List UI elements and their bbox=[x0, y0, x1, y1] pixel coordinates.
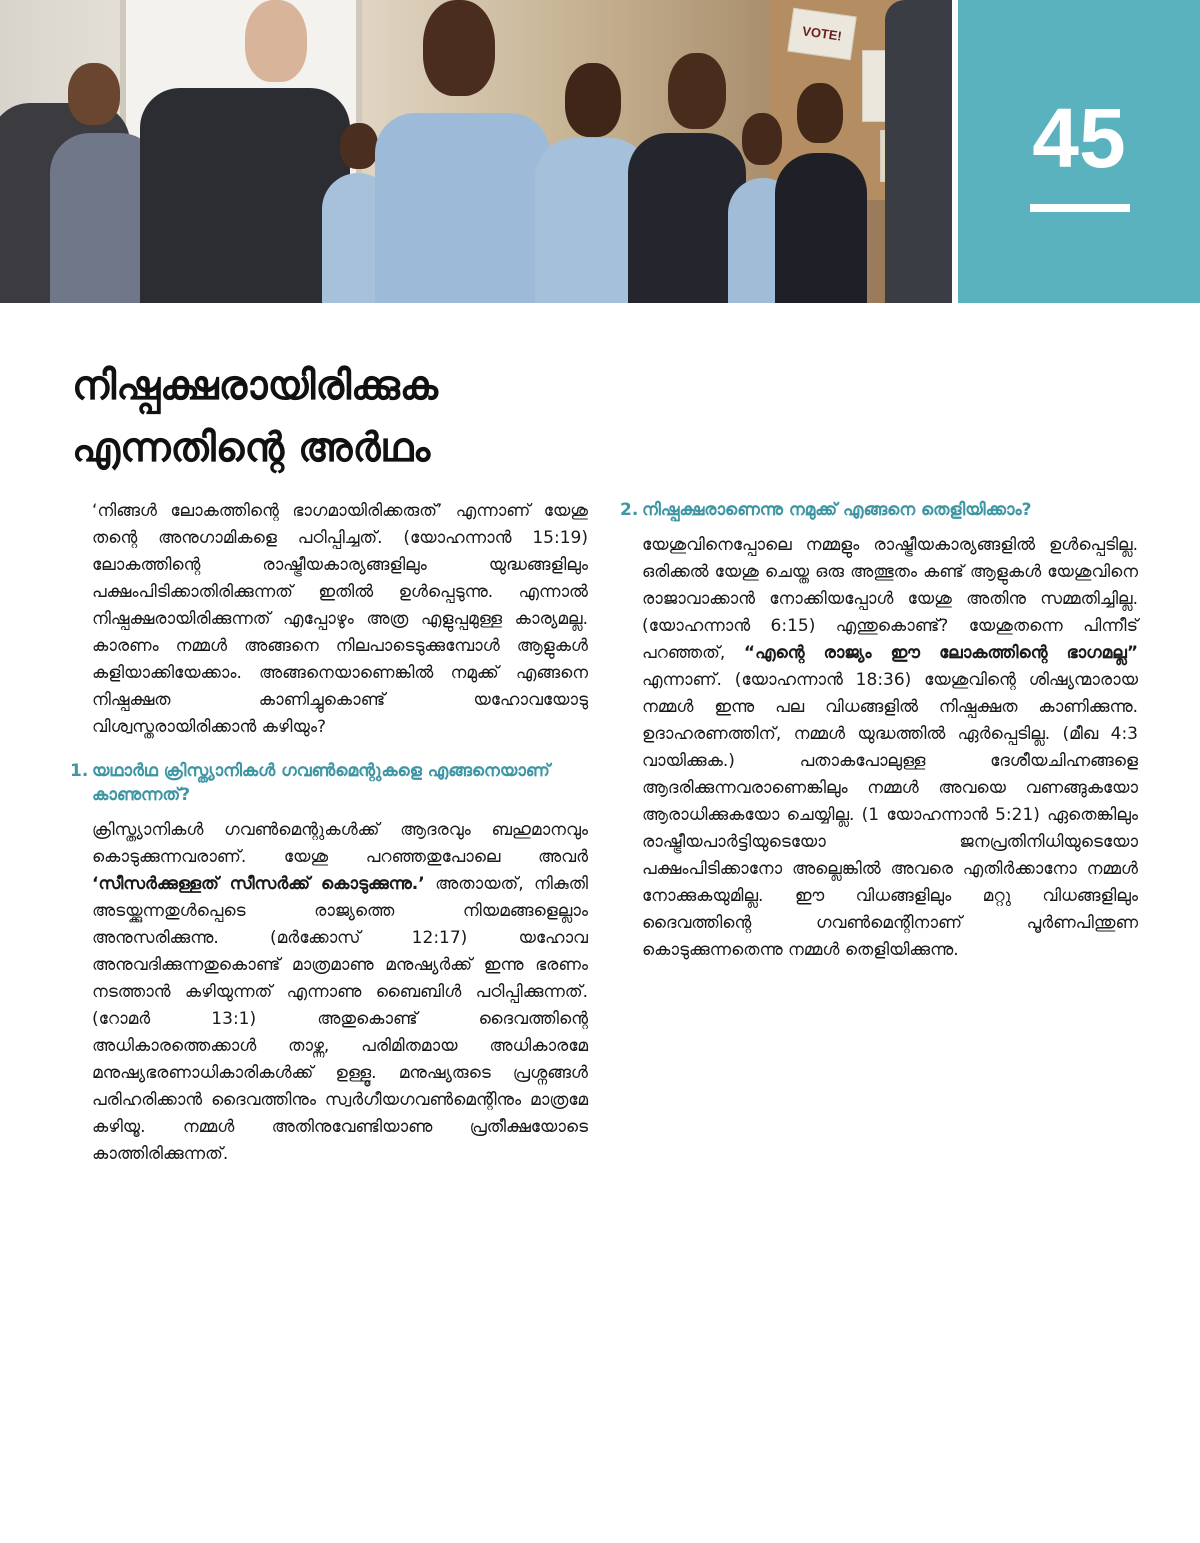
person bbox=[140, 0, 350, 303]
badge-underline bbox=[1030, 204, 1130, 212]
section-1-question-text: യഥാർഥ ക്രിസ്ത്യാനികൾ ഗവൺമെന്റുകളെ എങ്ങനെയാണ് കാണുന്നത്? bbox=[92, 761, 550, 805]
person bbox=[885, 0, 952, 303]
lesson-number: 45 bbox=[1032, 91, 1126, 185]
section-2-question-text: നിഷ്പക്ഷരാണെന്നു നമുക്ക് എങ്ങനെ തെളിയിക്കാം? bbox=[642, 500, 1032, 520]
title-line-2: എന്നതിന്റെ അർഥം bbox=[72, 425, 431, 471]
hero-photo bbox=[0, 0, 952, 303]
title-line-1: നിഷ്പക്ഷരായിരിക്കുക bbox=[72, 363, 438, 409]
person bbox=[775, 83, 867, 303]
intro-paragraph: ‘നിങ്ങൾ ലോകത്തിന്റെ ഭാഗമായിരിക്കരുത്’ എന്നാണ് യേശു തന്റെ അനുഗാമികളെ പഠിപ്പിച്ചത്. (യോഹന്നാൻ 15:19) ലോകത്തിന്റെ രാഷ്ട്രീയകാര്യങ്ങളിലും യുദ്ധങ്ങളിലും പക്ഷംപിടിക്കാതിരിക്കുന്നത് ഇതിൽ ഉൾപ്പെടുന്നു. എന്നാൽ നിഷ്പക്ഷരായിരിക്കുന്നത് എപ്പോഴും അത്ര എളുപ്പമുള്ള കാര്യമല്ല. കാരണം നമ്മൾ അങ്ങനെ നിലപാടെടുക്കുമ്പോൾ ആളുകൾ കളിയാക്കിയേക്കാം. അങ്ങനെയാണെങ്കിൽ നമുക്ക് എങ്ങനെ നിഷ്പക്ഷത കാണിച്ചുകൊണ്ട് യഹോവയോടു വിശ്വസ്തരായിരിക്കാൻ കഴിയും? bbox=[92, 501, 588, 737]
section-1-text-a: ക്രിസ്ത്യാനികൾ ഗവൺമെന്റുകൾക്ക് ആദരവും ബഹുമാനവും കൊടുക്കുന്നവരാണ്. യേശു പറഞ്ഞതുപോലെ അവർ bbox=[92, 820, 588, 867]
person bbox=[375, 0, 550, 303]
section-1-bold-quote: ‘സീസർക്കുള്ളത് സീസർക്ക് കൊടുക്കുന്നു.’ bbox=[92, 874, 425, 894]
right-column bbox=[620, 498, 1139, 964]
section-2-paragraph bbox=[642, 532, 1138, 964]
left-column bbox=[70, 498, 588, 1168]
section-2-text-a: യേശുവിനെപ്പോലെ നമ്മളും രാഷ്ട്രീയകാര്യങ്ങളിൽ ഉൾപ്പെടില്ല. ഒരിക്കൽ യേശു ചെയ്ത ഒരു അത്ഭുതം കണ്ട് ആളുകൾ യേശുവിനെ രാജാവാക്കാൻ നോക്കിയപ്പോൾ യേശു അതിനു സമ്മതിച്ചില്ല. (യോഹന്നാൻ 6:15) എന്തുകൊണ്ട്? യേശുതന്നെ പിന്നീട് പറഞ്ഞത്, bbox=[642, 535, 1138, 663]
section-2-text-b: എന്നാണ്. (യോഹന്നാൻ 18:36) യേശുവിന്റെ ശിഷ്യന്മാരായ നമ്മൾ ഇന്നു പല വിധങ്ങളിൽ നിഷ്പക്ഷത കാണിക്കുന്നു. ഉദാഹരണത്തിന്, നമ്മൾ യുദ്ധത്തിൽ ഏർപ്പെടില്ല. (മീഖ 4:3 വായിക്കുക.) പതാകപോലുള്ള ദേശീയചിഹ്നങ്ങളെ ആദരിക്കുന്നവരാണെങ്കിലും നമ്മൾ അവയെ വണങ്ങുകയോ ആരാധിക്കുകയോ ചെയ്യില്ല. (1 യോഹന്നാൻ 5:21) ഏതെങ്കിലും രാഷ്ട്രീയപാർട്ടിയുടെയോ ജനപ്രതിനിധിയുടെയോ പക്ഷംപിടിക്കാനോ അല്ലെങ്കിൽ അവരെ എതിർക്കാനോ നമ്മൾ നോക്കുകയുമില്ല. ഈ വിധങ്ങളിലും മറ്റു വിധങ്ങളിലും ദൈവത്തിന്റെ ഗവൺമെന്റിനാണ് പൂർണപിന്തുണ കൊടുക്കുന്നതെന്നു നമ്മൾ തെളിയിക്കുന്നു. bbox=[642, 670, 1138, 960]
section-1-paragraph bbox=[92, 817, 588, 1168]
section-2-bold-quote: “എന്റെ രാജ്യം ഈ ലോകത്തിന്റെ ഭാഗമല്ല” bbox=[743, 643, 1139, 663]
section-2-question bbox=[620, 498, 1138, 522]
page-title bbox=[72, 355, 692, 479]
section-1-text-b: അതായത്, നികുതി അടയ്ക്കുന്നതുൾപ്പെടെ രാജ്യത്തെ നിയമങ്ങളെല്ലാം അനുസരിക്കുന്നു. (മർക്കോസ് 12:17) യഹോവ അനുവദിക്കുന്നതുകൊണ്ട് മാത്രമാണു മനുഷ്യർക്ക് ഇന്നു ഭരണം നടത്താൻ കഴിയുന്നത് എന്നാണു ബൈബിൾ പഠിപ്പിക്കുന്നത്. (റോമർ 13:1) അതുകൊണ്ട് ദൈവത്തിന്റെ അധികാരത്തെക്കാൾ താഴ്ന്ന, പരിമിതമായ അധികാരമേ മനുഷ്യഭരണാധികാരികൾക്ക് ഉള്ളൂ. മനുഷ്യരുടെ പ്രശ്നങ്ങൾ പരിഹരിക്കാൻ ദൈവത്തിനും സ്വർഗീയഗവൺമെന്റിനും മാത്രമേ കഴിയൂ. നമ്മൾ അതിനുവേണ്ടിയാണു പ്രതീക്ഷയോടെ കാത്തിരിക്കുന്നത്. bbox=[92, 874, 588, 1164]
section-1-number: 1. bbox=[70, 761, 89, 781]
lesson-number-badge bbox=[958, 0, 1200, 303]
poster-vote: VOTE! bbox=[787, 8, 857, 60]
section-1-question bbox=[70, 759, 588, 807]
section-2-number: 2. bbox=[620, 500, 639, 520]
